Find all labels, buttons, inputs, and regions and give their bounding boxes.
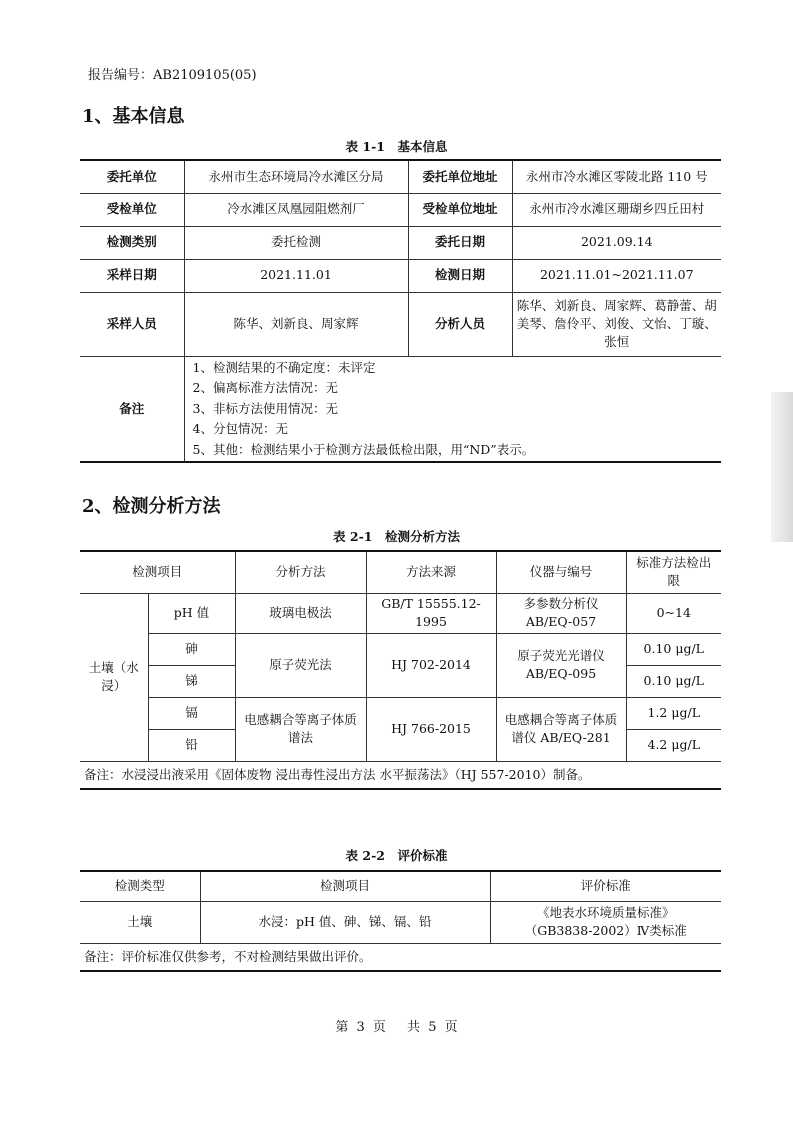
report-number: 报告编号：AB2109105(05) — [88, 68, 257, 83]
source-afs: HJ 702-2014 — [366, 633, 496, 697]
table-caption-2-2: 表 2-2 评价标准 — [345, 848, 448, 863]
item-arsenic: 砷 — [148, 633, 235, 665]
table-note-row — [80, 761, 721, 789]
label-sampling-date: 采样日期 — [80, 259, 184, 292]
label-client: 委托单位 — [80, 160, 184, 193]
label-samplers: 采样人员 — [80, 292, 184, 356]
value-sampling-date: 2021.11.01 — [184, 259, 408, 292]
source-ph: GB/T 15555.12-1995 — [366, 593, 496, 633]
value-inspected-address: 永州市冷水滩区珊瑚乡四丘田村 — [512, 193, 721, 226]
instrument-afs: 原子荧光光谱仪 AB/EQ-095 — [496, 633, 626, 697]
note-item: 5、其他：检测结果小于检测方法最低检出限，用“ND”表示。 — [192, 441, 535, 457]
note-item: 1、检测结果的不确定度：未评定 — [192, 359, 376, 375]
table-row — [80, 160, 721, 193]
table-caption-2-1: 表 2-1 检测分析方法 — [333, 529, 460, 544]
header-test-item: 检测项目 — [80, 551, 235, 593]
label-analysts: 分析人员 — [408, 292, 512, 356]
header-method: 分析方法 — [235, 551, 366, 593]
table-row — [80, 259, 721, 292]
header-source: 方法来源 — [366, 551, 496, 593]
evaluation-note: 备注：评价标准仅供参考，不对检测结果做出评价。 — [80, 943, 721, 971]
basic-info-table — [80, 159, 721, 463]
eval-standard-name: 《地表水环境质量标准》 — [536, 904, 675, 920]
method-icpms: 电感耦合等离子体质谱法 — [235, 697, 366, 761]
limit-arsenic: 0.10 μg/L — [626, 633, 721, 665]
label-client-address: 委托单位地址 — [408, 160, 512, 193]
methods-note: 备注：水浸浸出液采用《固体废物 浸出毒性浸出方法 水平振荡法》（HJ 557-2010）制备。 — [80, 761, 721, 789]
eval-standard — [490, 901, 721, 943]
label-notes: 备注 — [80, 356, 184, 462]
table-note-row — [80, 943, 721, 971]
instrument-icpms: 电感耦合等离子体质谱仪 AB/EQ-281 — [496, 697, 626, 761]
table-caption-1-1: 表 1-1 基本信息 — [345, 139, 448, 154]
table-row — [80, 901, 721, 943]
header-test-items: 检测项目 — [200, 871, 490, 901]
instrument-ph: 多参数分析仪 AB/EQ-057 — [496, 593, 626, 633]
table-header-row — [80, 551, 721, 593]
value-analysts: 陈华、刘新良、周家辉、葛静蕾、胡美琴、詹伶平、刘俊、文怡、丁璇、张恒 — [512, 292, 721, 356]
section-heading-basic-info: 1、基本信息 — [82, 106, 185, 127]
eval-items: 水浸：pH 值、砷、锑、镉、铅 — [200, 901, 490, 943]
value-test-date: 2021.11.01~2021.11.07 — [512, 259, 721, 292]
method-afs: 原子荧光法 — [235, 633, 366, 697]
label-inspected-address: 受检单位地址 — [408, 193, 512, 226]
evaluation-table — [80, 870, 721, 972]
item-ph: pH 值 — [148, 593, 235, 633]
eval-standard-code: （GB3838-2002）Ⅳ类标准 — [524, 923, 687, 938]
table-row — [80, 193, 721, 226]
value-inspected-unit: 冷水滩区凤凰园阻燃剂厂 — [184, 193, 408, 226]
table-row — [80, 633, 721, 665]
note-item: 4、分包情况：无 — [192, 421, 288, 436]
limit-cadmium: 1.2 μg/L — [626, 697, 721, 729]
header-detection-limit: 标准方法检出限 — [626, 551, 721, 593]
scan-edge-mark — [771, 392, 793, 542]
item-lead: 铅 — [148, 729, 235, 761]
method-ph: 玻璃电极法 — [235, 593, 366, 633]
notes-list — [184, 356, 721, 462]
note-item: 2、偏离标准方法情况：无 — [192, 380, 338, 395]
value-commission-date: 2021.09.14 — [512, 226, 721, 259]
table-row — [80, 292, 721, 356]
note-item: 3、非标方法使用情况：无 — [192, 400, 338, 416]
label-inspected-unit: 受检单位 — [80, 193, 184, 226]
item-cadmium: 镉 — [148, 697, 235, 729]
value-client-address: 永州市冷水滩区零陵北路 110 号 — [512, 160, 721, 193]
label-test-date: 检测日期 — [408, 259, 512, 292]
value-client: 永州市生态环境局冷水滩区分局 — [184, 160, 408, 193]
header-instrument: 仪器与编号 — [496, 551, 626, 593]
header-standard: 评价标准 — [490, 871, 721, 901]
value-test-category: 委托检测 — [184, 226, 408, 259]
limit-antimony: 0.10 μg/L — [626, 665, 721, 697]
table-row — [80, 226, 721, 259]
table-header-row — [80, 871, 721, 901]
page-footer: 第 3 页 共 5 页 — [335, 1020, 458, 1035]
section-heading-methods: 2、检测分析方法 — [82, 496, 221, 517]
item-antimony: 锑 — [148, 665, 235, 697]
source-icpms: HJ 766-2015 — [366, 697, 496, 761]
methods-table — [80, 550, 721, 790]
label-test-category: 检测类别 — [80, 226, 184, 259]
limit-lead: 4.2 μg/L — [626, 729, 721, 761]
value-samplers: 陈华、刘新良、周家辉 — [184, 292, 408, 356]
table-row — [80, 593, 721, 633]
matrix-soil: 土壤（水浸） — [80, 593, 148, 761]
table-row — [80, 697, 721, 729]
header-test-type: 检测类型 — [80, 871, 200, 901]
table-row — [80, 356, 721, 462]
limit-ph: 0~14 — [626, 593, 721, 633]
label-commission-date: 委托日期 — [408, 226, 512, 259]
eval-type: 土壤 — [80, 901, 200, 943]
